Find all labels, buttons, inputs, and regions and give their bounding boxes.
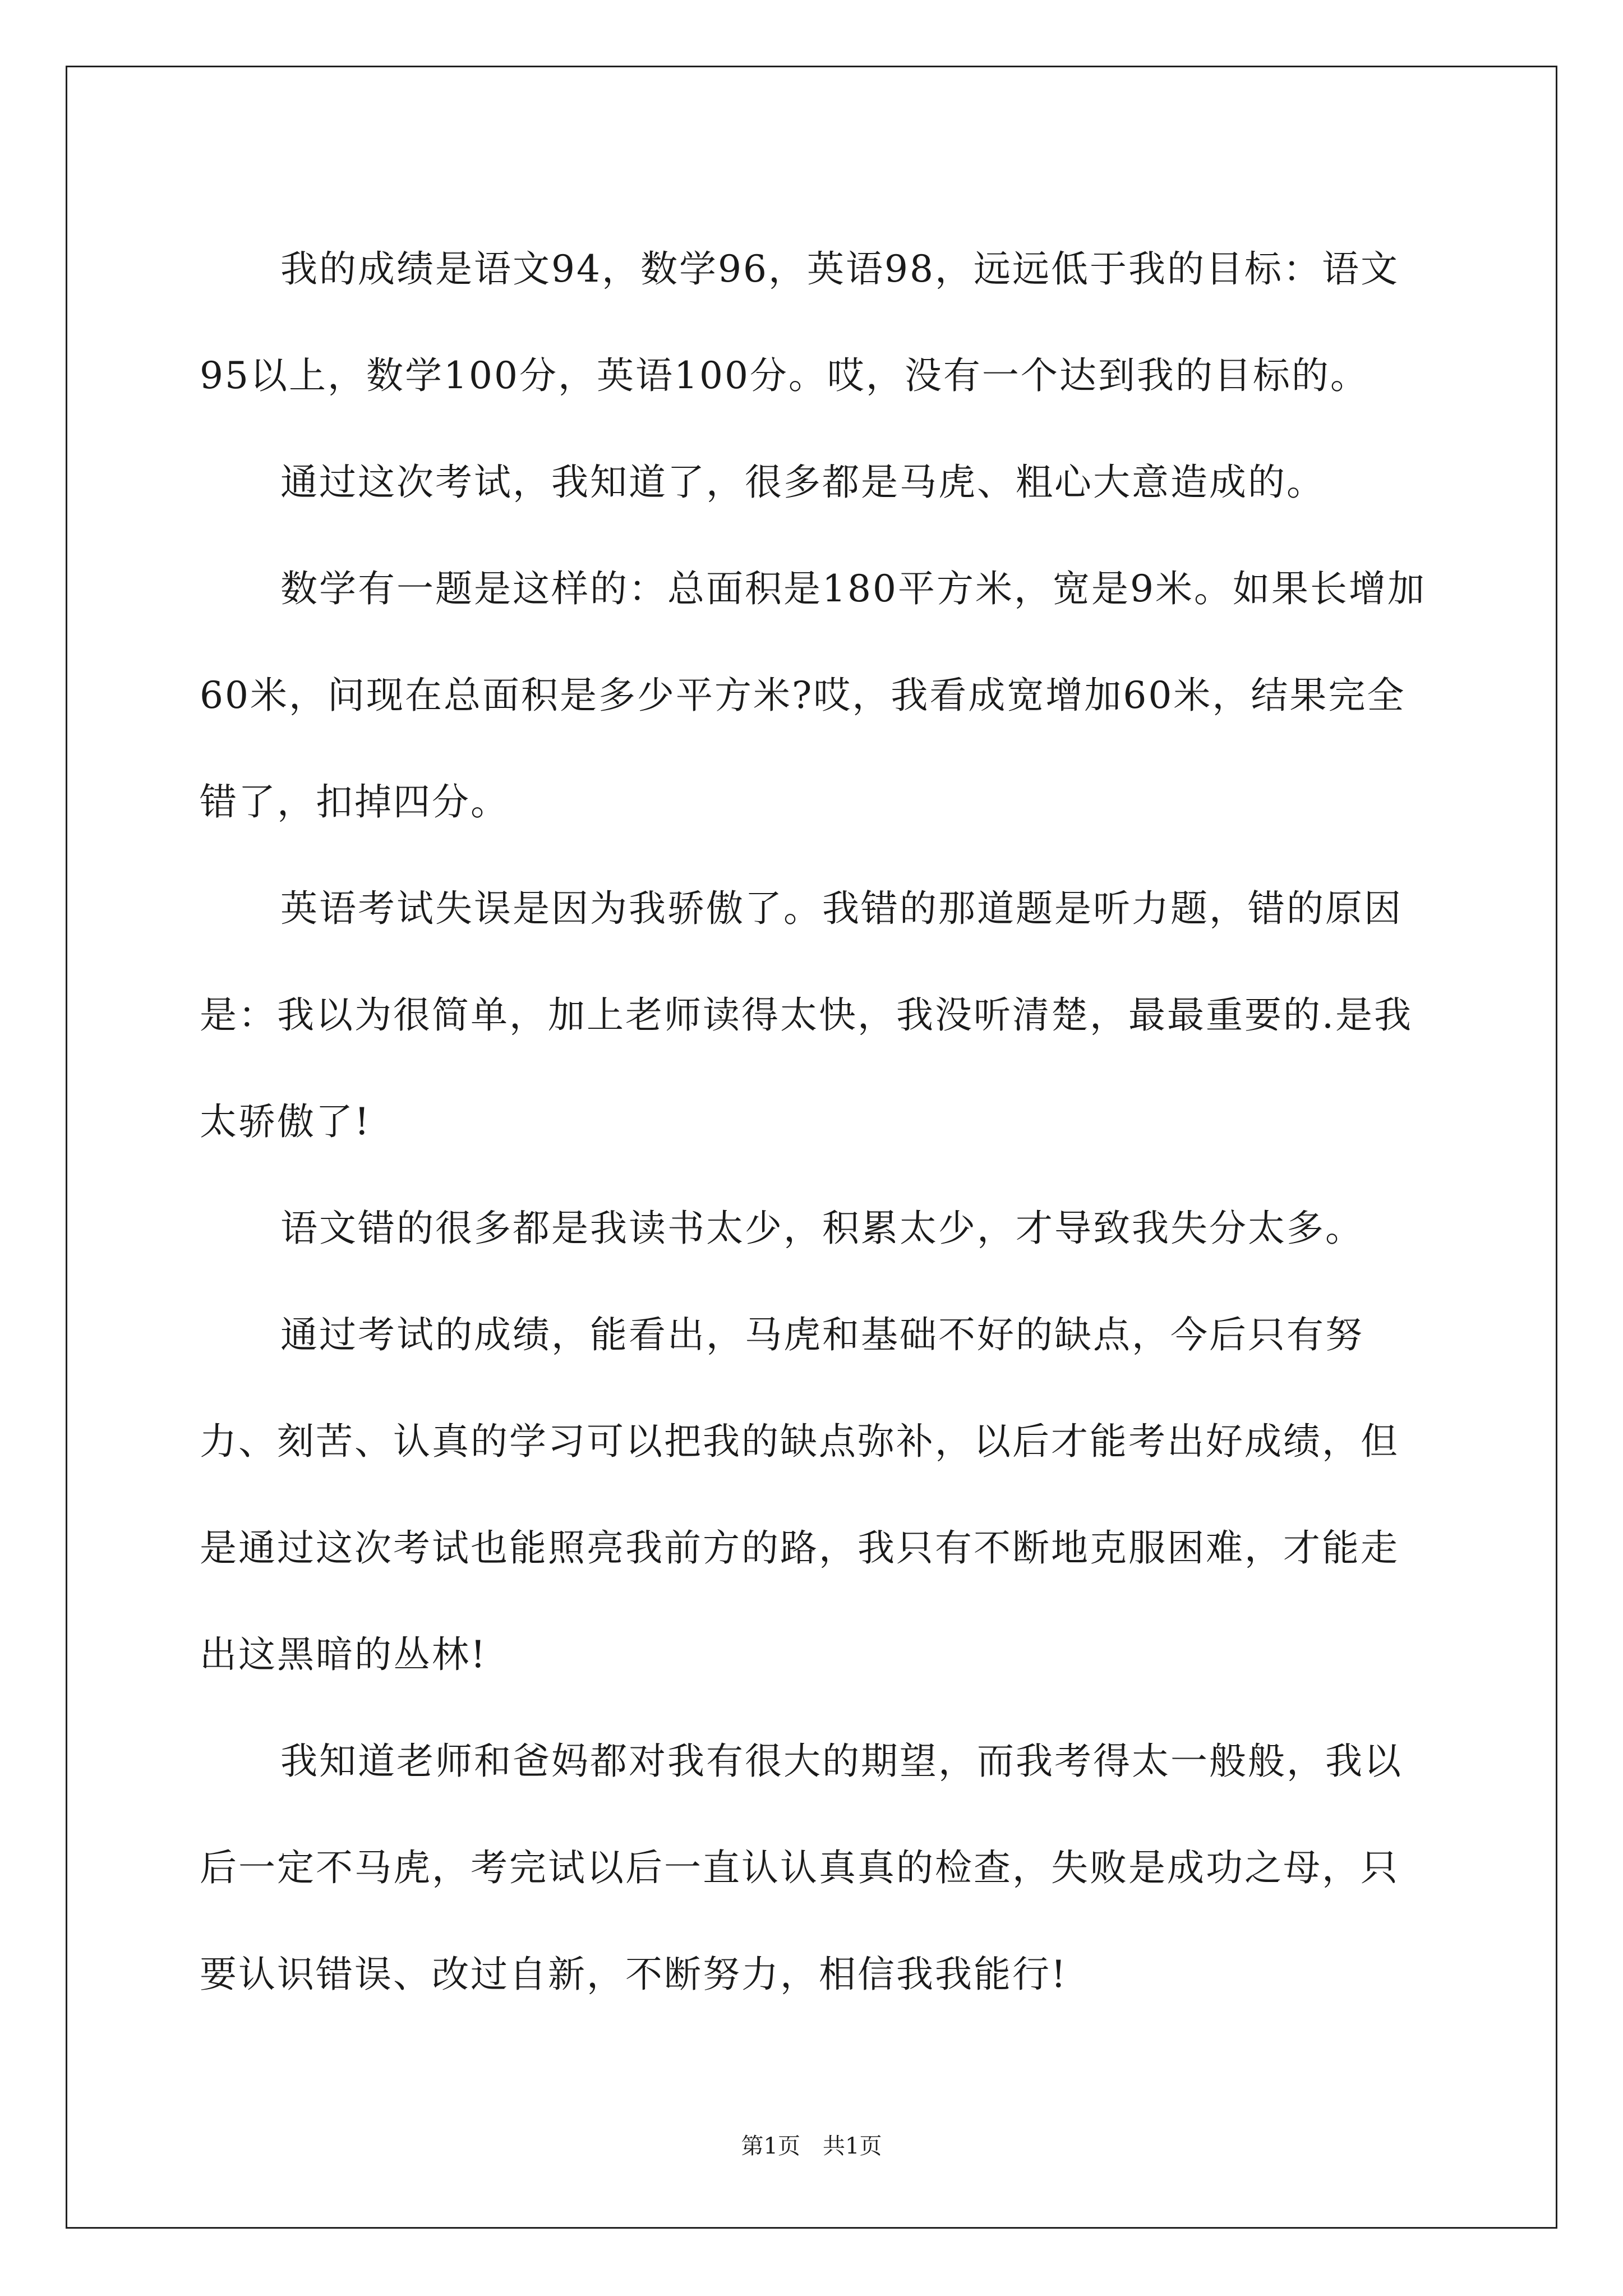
paragraph-4: 英语考试失误是因为我骄傲了。我错的那道题是听力题，错的原因是：我以为很简单，加上老师读得太快，我没听清楚，最最重要的.是我太骄傲了! [200,887,1413,1143]
paragraph-5: 语文错的很多都是我读书太少，积累太少，才导致我失分太多。 [280,1207,1364,1250]
paragraph-6: 通过考试的成绩，能看出，马虎和基础不好的缺点，今后只有努力、刻苦、认真的学习可以把我的缺点弥补，以后才能考出好成绩，但是通过这次考试也能照亮我前方的路，我只有不断地克服困难，才能走出这黑暗的丛林! [200,1313,1399,1676]
paragraph-2: 通过这次考试，我知道了，很多都是马虎、粗心大意造成的。 [280,461,1325,504]
paragraph-7: 我知道老师和爸妈都对我有很大的期望，而我考得太一般般，我以后一定不马虎，考完试以后一直认认真真的检查，失败是成功之母，只要认识错误、改过自新，不断努力，相信我我能行! [200,1740,1403,1996]
page-number-footer: 第1页 共1页 [741,2133,882,2159]
paragraph-1: 我的成绩是语文94，数学96，英语98，远远低于我的目标：语文95以上，数学100分，英语100分。哎，没有一个达到我的目标的。 [200,247,1399,397]
document-body [200,216,1433,2028]
paragraph-3: 数学有一题是这样的：总面积是180平方米，宽是9米。如果长增加60米，问现在总面积是多少平方米?哎，我看成宽增加60米，结果完全错了，扣掉四分。 [200,567,1426,823]
